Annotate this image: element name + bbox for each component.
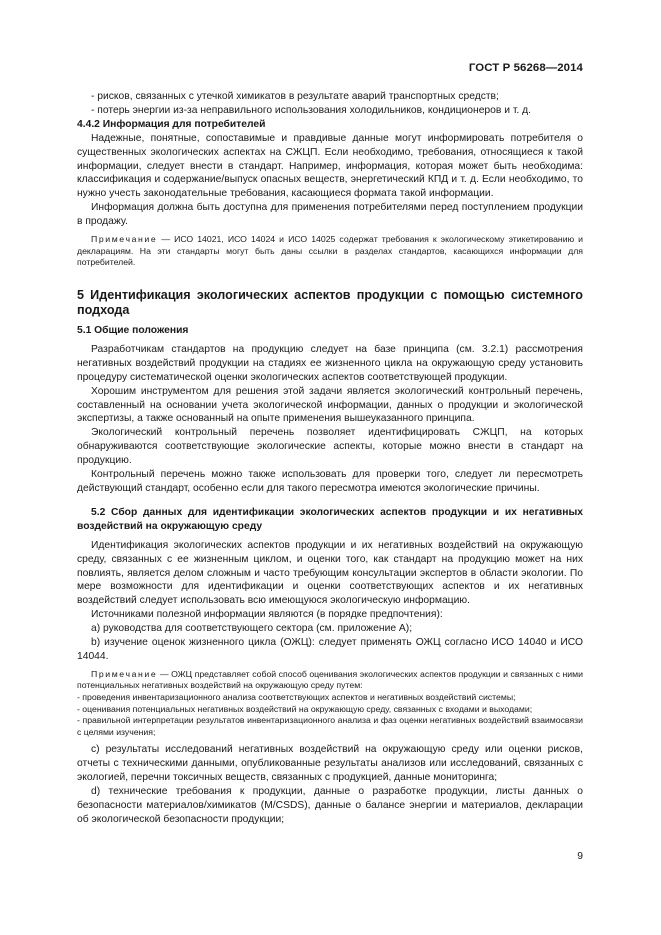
note-text: — ОЖЦ представляет собой способ оценивания экологических аспектов продукции и связанных с ними потенциальных негативных воздействий на окружающую среду путем: [77, 668, 583, 691]
document-code: ГОСТ Р 56268—2014 [468, 62, 583, 74]
section-heading-5-2: 5.2 Сбор данных для идентификации экологических аспектов продукции и их негативных воздействий на окружающую среду [77, 506, 583, 532]
page-content [77, 90, 583, 827]
note-label: Примечание [91, 668, 158, 679]
paragraph: Источниками полезной информации являются (в порядке предпочтения): [91, 609, 443, 621]
paragraph: Контрольный перечень можно также использовать для проверки того, следует ли пересмотреть действующий стандарт, особенно если для такого пересмотра имеются экологические причины. [77, 469, 583, 494]
section-heading-4-4-2: 4.4.2 Информация для потребителей [77, 118, 266, 130]
list-item: c) результаты исследований негативных воздействий на окружающую среду или оценки рисков, отчеты с техническими данными, опубликованные результаты анализов или исследований, связанных с экологией, перечни токсичных веществ, связанных с продукцией, данные мониторинга; [77, 744, 583, 784]
list-item: - рисков, связанных с утечкой химикатов в результате аварий транспортных средств; [91, 91, 499, 102]
paragraph: Экологический контрольный перечень позволяет идентифицировать СЖЦП, на которых обнаруживаются соответствующие экологические аспекты, которые можно внести в стандарт на продукцию. [77, 427, 583, 467]
paragraph: Разработчикам стандартов на продукцию следует на базе принципа (см. 3.2.1) рассмотрения негативных воздействий продукции на стадиях ее жизненного цикла на окружающую среду установить процедуру систематической оценки экологических аспектов соответствующей продукции. [77, 343, 583, 383]
section-heading-5: 5 Идентификация экологических аспектов продукции с помощью системного подхода [77, 287, 583, 318]
note-label: Примечание [91, 234, 158, 245]
note [77, 669, 583, 692]
paragraph: Информация должна быть доступна для применения потребителями перед поступлением продукции в продажу. [77, 202, 583, 228]
note-list-item: - проведения инвентаризационного анализа соответствующих аспектов и негативных воздействий системы; [77, 692, 516, 703]
note-list-item: - правильной интерпретации результатов инвентаризационного анализа и фаз оценки негативных воздействий взаимосвязи с целями изучения; [77, 715, 583, 737]
note-text: — ИСО 14021, ИСО 14024 и ИСО 14025 содержат требования к экологическому этикетированию и декларациям. На эти стандарты могут быть даны ссылки в разделах стандартов, касающихся информации для потребителей. [77, 234, 583, 268]
list-item: - потерь энергии из-за неправильного использования холодильников, кондиционеров и т. д. [91, 104, 531, 116]
paragraph: Идентификация экологических аспектов продукции и их негативных воздействий на окружающую среду, связанных с ее жизненным циклом, и оценки того, как стандарт на продукцию может на них повлиять, является делом сложным и часто требующим консультации экспертов в области экологии. По мере возможности для идентификации и оценки соответствующих аспектов и их негативных воздействий следует использовать всю имеющуюся экологическую информацию. [77, 539, 583, 607]
note [77, 234, 583, 269]
paragraph: Надежные, понятные, сопоставимые и правдивые данные могут информировать потребителя о существенных экологических аспектах на СЖЦП. Если необходимо, требования, относящиеся к такой информации, следует внести в стандарт. Например, информация, которая может быть необходима: классификация и содержание/выпуск опасных веществ, энергетический КПД и т. д. Если необходимо, то нужно учесть законодательные требования, касающиеся формата такой информации. [77, 132, 583, 200]
note-list-item: - оценивания потенциальных негативных воздействий на окружающую среду, связанных с входами и выходами; [77, 703, 533, 714]
list-item: b) изучение оценок жизненного цикла (ОЖЦ): следует применять ОЖЦ согласно ИСО 14040 и ИСО 14044. [77, 637, 583, 662]
page-number: 9 [577, 851, 583, 862]
section-heading-5-1: 5.1 Общие положения [77, 325, 189, 337]
list-item: d) технические требования к продукции, данные о разработке продукции, листы данных о безопасности материалов/химикатов (M/CSDS), данные о балансе энергии и материалов, декларации об экологической безопасности продукции; [77, 786, 583, 825]
paragraph: Хорошим инструментом для решения этой задачи является экологический контрольный перечень, составленный на основании учета экологической информации, данных о продукции и экологической экспертизы, а также основанный на опыте применения вышеуказанного принципа. [77, 385, 583, 425]
list-item: a) руководства для соответствующего сектора (см. приложение А); [91, 623, 413, 635]
